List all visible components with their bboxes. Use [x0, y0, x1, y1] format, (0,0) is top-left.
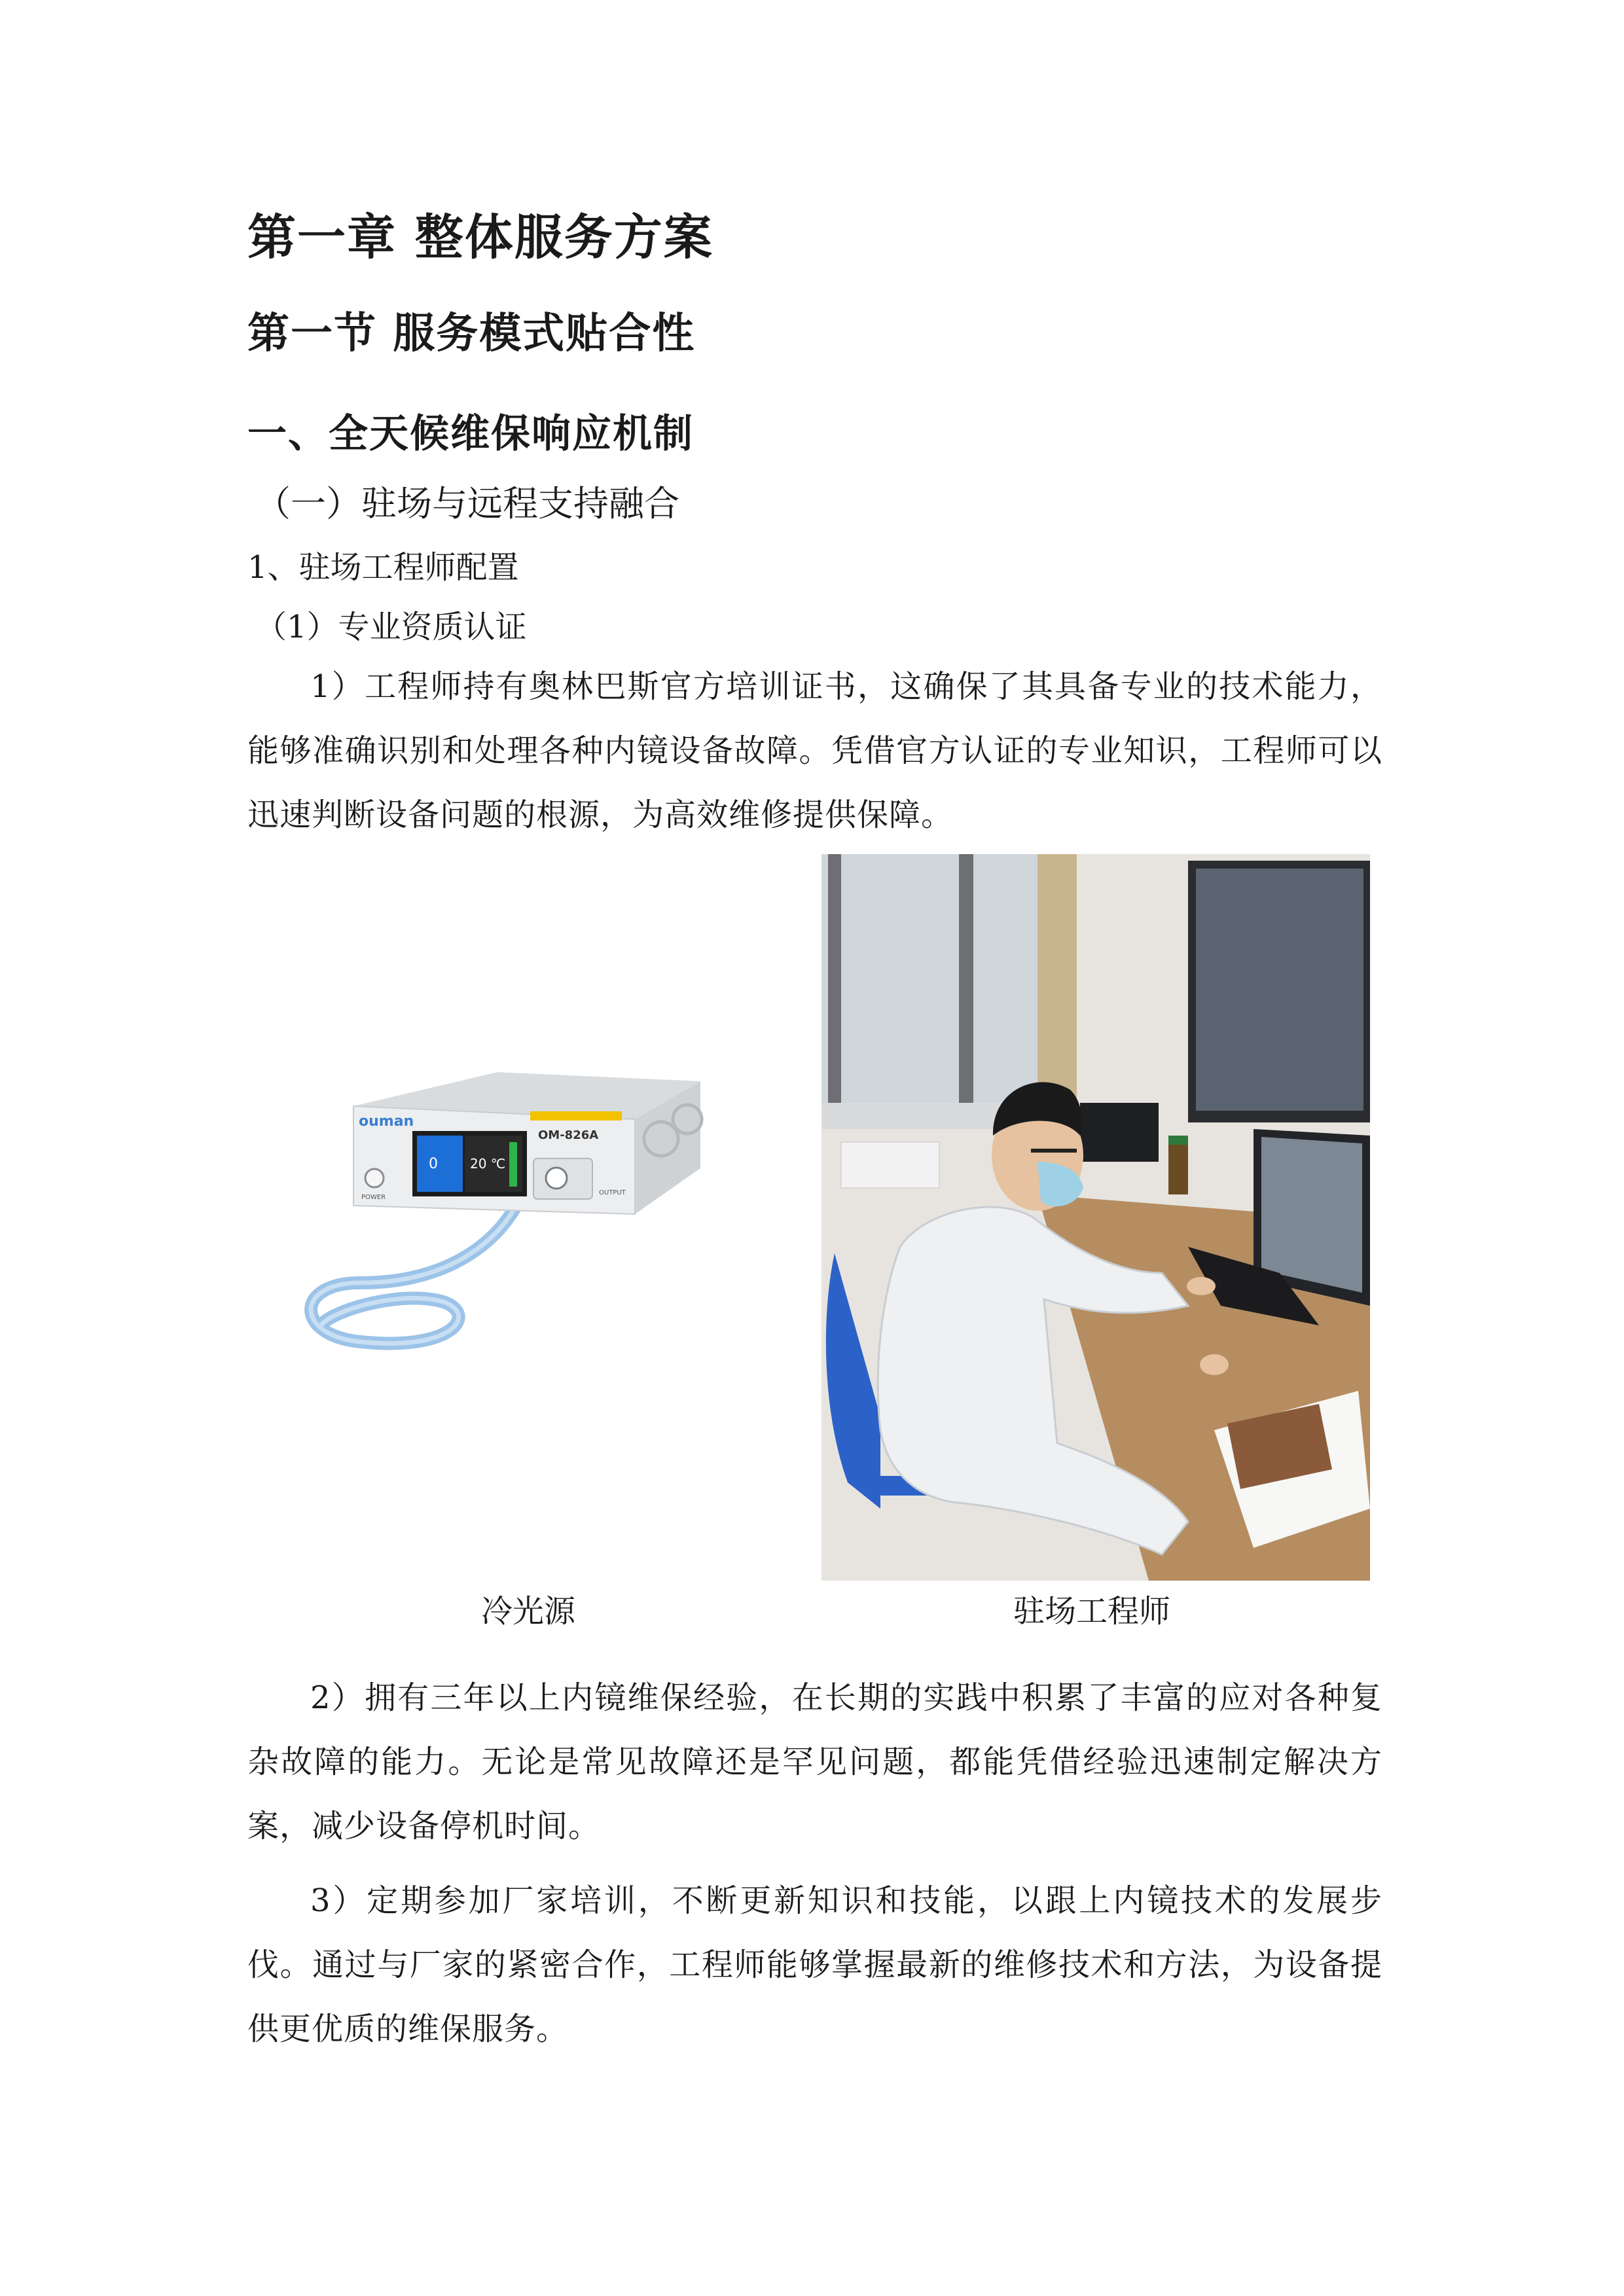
item-title: 1、驻场工程师配置 — [247, 549, 519, 586]
paragraph-2: 2）拥有三年以上内镜维保经验，在长期的实践中积累了丰富的应对各种复杂故障的能力。无论是常见故障还是罕见问题，都能凭借经验迅速制定解决方案，减少设备停机时间。 — [247, 1679, 1382, 1844]
bottle — [1168, 1142, 1188, 1194]
screen-value-1: 0 — [429, 1156, 438, 1172]
engineer-illustration — [821, 854, 1370, 1581]
left-hand — [1187, 1277, 1216, 1295]
glasses — [1031, 1149, 1077, 1153]
paragraph-1: 1）工程师持有奥林巴斯官方培训证书，这确保了其具备专业的技术能力，能够准确识别和处理各种内镜设备故障。凭借官方认证的专业知识，工程师可以迅速判断设备问题的根源，为高效维修提供保障。 — [247, 668, 1382, 833]
printer — [841, 1142, 939, 1188]
section-title: 第一节 服务模式贴合性 — [247, 310, 696, 358]
device-model: OM-826A — [538, 1128, 599, 1142]
subitem-title: （1）专业资质认证 — [255, 609, 527, 645]
engineer-photo — [821, 854, 1370, 1581]
right-hand — [1200, 1354, 1229, 1375]
figure-caption-right: 驻场工程师 — [1013, 1593, 1171, 1630]
screen-value-2: 20 ℃ — [470, 1156, 506, 1172]
power-button-icon — [365, 1169, 384, 1187]
figure-caption-left: 冷光源 — [481, 1593, 576, 1630]
window — [821, 854, 1038, 1129]
paragraph-3: 3）定期参加厂家培训，不断更新知识和技能，以跟上内镜技术的发展步伐。通过与厂家的紧密合作，工程师能够掌握最新的维修技术和方法，为设备提供更优质的维保服务。 — [247, 1882, 1382, 2047]
subsubsection-title: （一）驻场与远程支持融合 — [255, 483, 679, 524]
subsection-title: 一、全天候维保响应机制 — [247, 411, 694, 457]
cold-light-source-image — [281, 1034, 779, 1401]
back-monitor — [1080, 1103, 1159, 1162]
power-label: POWER — [361, 1194, 386, 1201]
chapter-title: 第一章 整体服务方案 — [247, 209, 713, 266]
cold-light-source-illustration — [281, 1034, 779, 1401]
output-label: OUTPUT — [599, 1189, 626, 1196]
device-brand: ouman — [359, 1113, 414, 1130]
fiber-cable — [311, 1191, 524, 1344]
